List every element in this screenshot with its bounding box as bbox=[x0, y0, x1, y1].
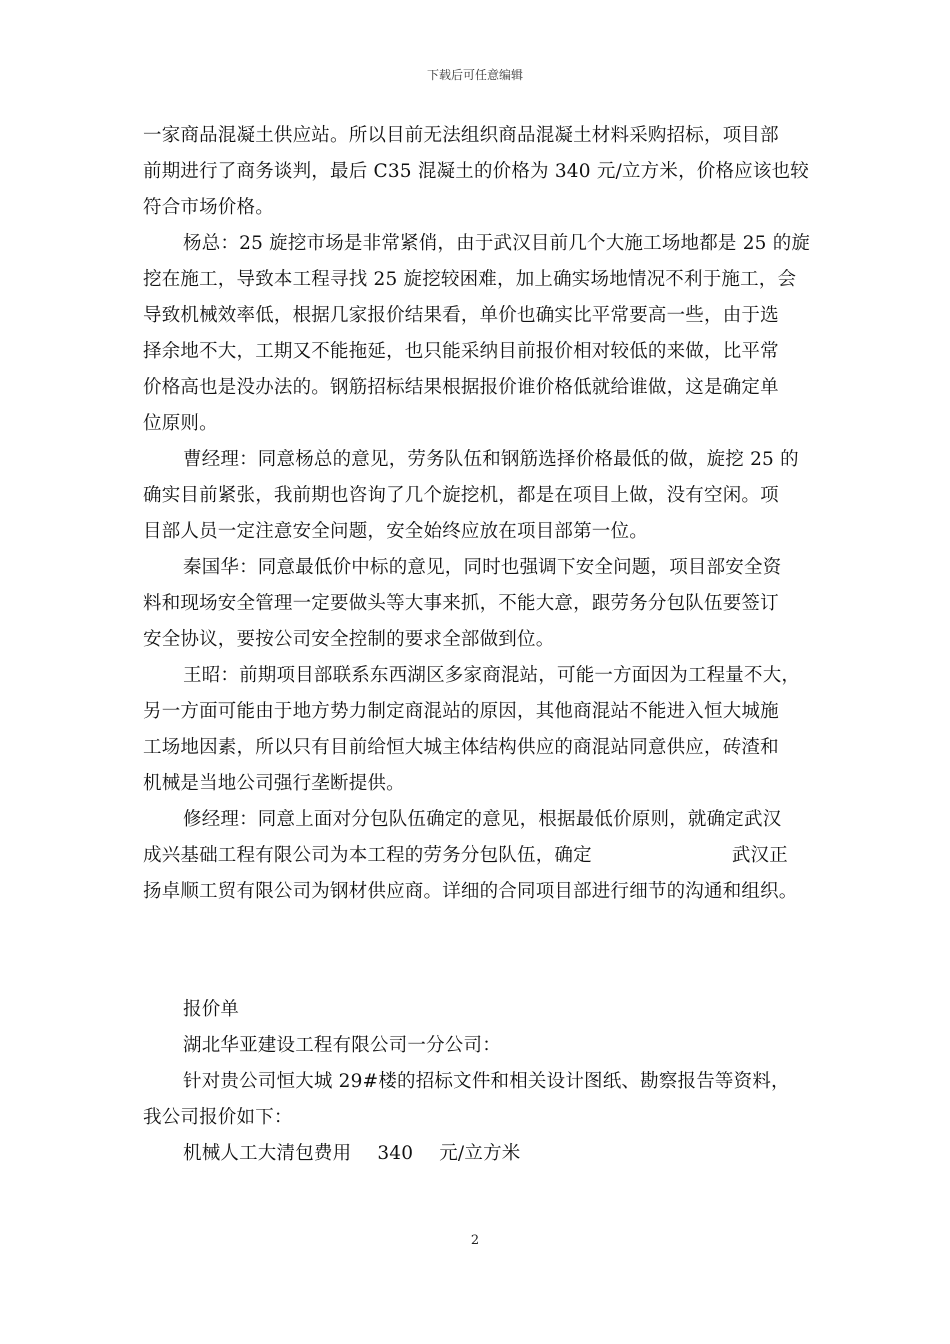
quote-recipient: 湖北华亚建设工程有限公司一分公司： bbox=[183, 1035, 501, 1056]
paragraph-yang bbox=[143, 226, 823, 442]
text-line: 挖在施工，导致本工程寻找 25 旋挖较困难，加上确实场地情况不利于施工，会 bbox=[143, 269, 797, 290]
text-line: 料和现场安全管理一定要做头等大事来抓，不能大意，跟劳务分包队伍要签订 bbox=[143, 593, 779, 614]
paragraph-xiu bbox=[143, 802, 823, 910]
quote-section bbox=[143, 992, 823, 1172]
text-line: 目部人员一定注意安全问题，安全始终应放在项目部第一位。 bbox=[143, 521, 648, 542]
text-segment: 成兴基础工程有限公司为本工程的劳务分包队伍，确定 bbox=[143, 845, 592, 866]
text-line: 杨总：25 旋挖市场是非常紧俏，由于武汉目前几个大施工场地都是 25 的旋 bbox=[183, 233, 811, 254]
text-line: 修经理：同意上面对分包队伍确定的意见，根据最低价原则，就确定武汉 bbox=[183, 809, 782, 830]
quote-intro-line: 针对贵公司恒大城 29#楼的招标文件和相关设计图纸、勘察报告等资料， bbox=[183, 1071, 790, 1092]
text-line: 导致机械效率低，根据几家报价结果看，单价也确实比平常要高一些，由于选 bbox=[143, 305, 779, 326]
text-line: 扬卓顺工贸有限公司为钢材供应商。详细的合同项目部进行细节的沟通和组织。 bbox=[143, 881, 798, 902]
text-line: 安全协议，要按公司安全控制的要求全部做到位。 bbox=[143, 629, 555, 650]
text-line: 价格高也是没办法的。钢筋招标结果根据报价谁价格低就给谁做，这是确定单 bbox=[143, 377, 779, 398]
text-line: 一家商品混凝土供应站。所以目前无法组织商品混凝土材料采购招标，项目部 bbox=[143, 125, 779, 146]
quote-item-value: 340 bbox=[377, 1143, 414, 1164]
section-spacer bbox=[143, 910, 823, 992]
text-line: 择余地不大，工期又不能拖延，也只能采纳目前报价相对较低的来做，比平常 bbox=[143, 341, 779, 362]
text-line: 符合市场价格。 bbox=[143, 197, 274, 218]
text-line: 位原则。 bbox=[143, 413, 218, 434]
paragraph-cao bbox=[143, 442, 823, 550]
paragraph-qin bbox=[143, 550, 823, 658]
text-line: 曹经理：同意杨总的意见，劳务队伍和钢筋选择价格最低的做，旋挖 25 的 bbox=[183, 449, 799, 470]
text-line: 工场地因素，所以只有目前给恒大城主体结构供应的商混站同意供应，砖渣和 bbox=[143, 737, 779, 758]
paragraph-continuation bbox=[143, 118, 823, 226]
text-line: 王昭：前期项目部联系东西湖区多家商混站，可能一方面因为工程量不大， bbox=[183, 665, 801, 686]
quote-intro-line: 我公司报价如下： bbox=[143, 1107, 293, 1128]
quote-item bbox=[143, 1136, 823, 1172]
text-line bbox=[143, 838, 823, 874]
text-line: 确实目前紧张，我前期也咨询了几个旋挖机，都是在项目上做，没有空闲。项 bbox=[143, 485, 779, 506]
quote-title: 报价单 bbox=[183, 999, 240, 1020]
text-line: 前期进行了商务谈判，最后 C35 混凝土的价格为 340 元/立方米，价格应该也较 bbox=[143, 161, 809, 182]
text-line: 秦国华：同意最低价中标的意见，同时也强调下安全问题，项目部安全资 bbox=[183, 557, 782, 578]
quote-item-unit: 元/立方米 bbox=[439, 1143, 521, 1164]
paragraph-wang bbox=[143, 658, 823, 802]
text-segment: 武汉正 bbox=[731, 845, 788, 866]
text-line: 另一方面可能由于地方势力制定商混站的原因，其他商混站不能进入恒大城施 bbox=[143, 701, 779, 722]
text-line: 机械是当地公司强行垄断提供。 bbox=[143, 773, 405, 794]
quote-item-label: 机械人工大清包费用 bbox=[183, 1143, 352, 1164]
page-header: 下载后可任意编辑 bbox=[426, 68, 523, 82]
document-body bbox=[143, 118, 823, 1172]
page-number: 2 bbox=[470, 1233, 480, 1248]
